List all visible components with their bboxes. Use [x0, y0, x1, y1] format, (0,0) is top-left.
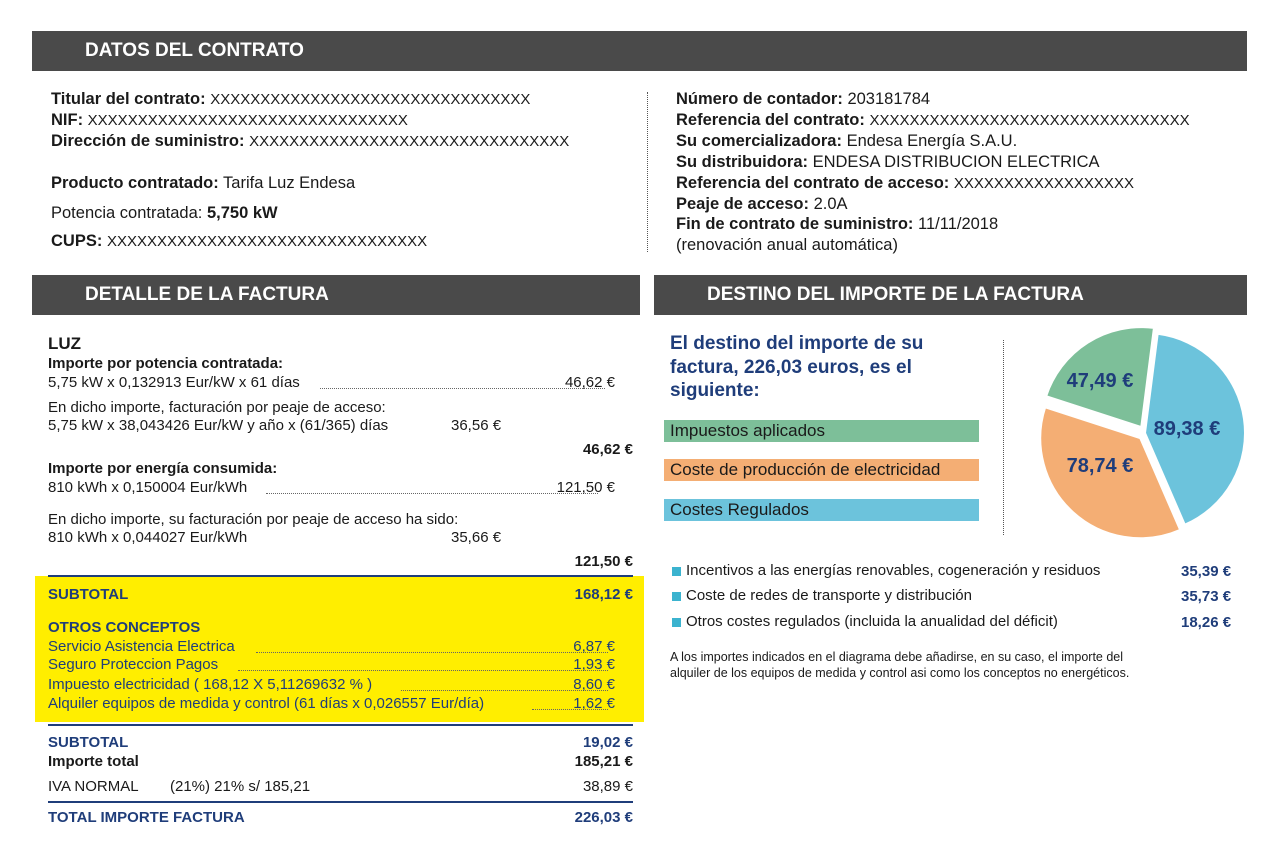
- total-rule: [48, 801, 633, 803]
- regulated-item-label: Otros costes regulados (incluida la anualidad del déficit): [686, 613, 1058, 630]
- contract-ref-row: Referencia del contrato: XXXXXXXXXXXXXXXXXXXXXXXXXXXXXXXX: [676, 111, 1190, 129]
- regulated-item-amount: 35,39 €: [1181, 563, 1232, 580]
- distributor-row: Su distribuidora: ENDESA DISTRIBUCION ELECTRICA: [676, 153, 1100, 171]
- power-line: 5,75 kW x 0,132913 Eur/kW x 61 días 46,62 €: [48, 374, 615, 391]
- energy-title: Importe por energía consumida:: [48, 460, 278, 477]
- power-toll-title: En dicho importe, facturación por peaje de acceso:: [48, 399, 386, 416]
- power-toll-line: 5,75 kW x 38,043426 Eur/kW y año x (61/365) días 36,56 €: [48, 417, 502, 434]
- destination-pie-chart: [1032, 327, 1252, 542]
- holder-row: Titular del contrato: XXXXXXXXXXXXXXXXXXXXXXXXXXXXXXXX: [51, 90, 531, 108]
- energy-total: 121,50 €: [574, 553, 633, 570]
- legend-taxes: Impuestos aplicados: [664, 420, 979, 442]
- power-row: Potencia contratada: 5,750 kW: [51, 204, 278, 222]
- access-ref-row: Referencia del contrato de acceso: XXXXXXXXXXXXXXXXXX: [676, 174, 1134, 192]
- luz-title: LUZ: [48, 334, 82, 353]
- other-item: Impuesto electricidad ( 168,12 X 5,11269632 % ) 8,60 €: [48, 676, 615, 693]
- contract-end-row: Fin de contrato de suministro: 11/11/2018: [676, 215, 999, 233]
- destination-header: DESTINO DEL IMPORTE DE LA FACTURA: [654, 275, 1247, 315]
- energy-toll-title: En dicho importe, su facturación por peaje de acceso ha sido:: [48, 511, 459, 528]
- detail-header: DETALLE DE LA FACTURA: [32, 275, 640, 315]
- renewal-note: (renovación anual automática): [676, 236, 898, 254]
- toll-row: Peaje de acceso: 2.0A: [676, 195, 848, 213]
- regulated-item-label: Coste de redes de transporte y distribución: [686, 587, 972, 604]
- legend-production: Coste de producción de electricidad: [664, 459, 979, 481]
- regulated-item-amount: 18,26 €: [1181, 614, 1232, 631]
- pie-label: 47,49 €: [1066, 370, 1134, 392]
- regulated-item-amount: 35,73 €: [1181, 588, 1232, 605]
- pie-label: 89,38 €: [1153, 418, 1221, 440]
- subtotal-rule-2: [48, 724, 633, 726]
- nif-row: NIF: XXXXXXXXXXXXXXXXXXXXXXXXXXXXXXXX: [51, 111, 408, 129]
- other-item: Seguro Proteccion Pagos 1,93 €: [48, 656, 615, 673]
- legend-regulated: Costes Regulados: [664, 499, 979, 521]
- product-row: Producto contratado: Tarifa Luz Endesa: [51, 174, 356, 192]
- chart-separator: [1003, 340, 1004, 535]
- footnote: A los importes indicados en el diagrama debe añadirse, en su caso, el importe del alquiler de los equipos de medida y control asi como los conceptos no energéticos.: [670, 650, 1130, 680]
- bullet-icon: [672, 567, 681, 576]
- destination-intro: El destino del importe de su factura, 226,03 euros, es el siguiente:: [670, 333, 924, 401]
- contract-header: DATOS DEL CONTRATO: [32, 31, 1247, 71]
- power-total: 46,62 €: [582, 441, 633, 458]
- contract-separator: [647, 92, 648, 252]
- importe-total: Importe total 185,21 €: [48, 753, 633, 770]
- address-row: Dirección de suministro: XXXXXXXXXXXXXXXXXXXXXXXXXXXXXXXX: [51, 132, 570, 150]
- pie-label: 78,74 €: [1066, 455, 1134, 477]
- grand-total: TOTAL IMPORTE FACTURA 226,03 €: [48, 809, 633, 826]
- energy-toll-line: 810 kWh x 0,044027 Eur/kWh 35,66 €: [48, 529, 502, 546]
- other-concepts-title: OTROS CONCEPTOS: [48, 619, 201, 636]
- energy-line: 810 kWh x 0,150004 Eur/kWh 121,50 €: [48, 479, 615, 496]
- regulated-item-label: Incentivos a las energías renovables, cogeneración y residuos: [686, 562, 1101, 579]
- retailer-row: Su comercializadora: Endesa Energía S.A.U.: [676, 132, 1018, 150]
- meter-row: Número de contador: 203181784: [676, 90, 931, 108]
- subtotal-2: SUBTOTAL 19,02 €: [48, 734, 633, 751]
- other-item: Alquiler equipos de medida y control (61 días x 0,026557 Eur/día) 1,62 €: [48, 695, 615, 712]
- bullet-icon: [672, 618, 681, 627]
- subtotal-rule-1: [48, 575, 633, 577]
- subtotal-1: SUBTOTAL 168,12 €: [48, 586, 633, 603]
- power-title: Importe por potencia contratada:: [48, 355, 284, 372]
- iva-row: IVA NORMAL (21%) 21% s/ 185,21 38,89 €: [48, 778, 633, 795]
- bullet-icon: [672, 592, 681, 601]
- cups-row: CUPS: XXXXXXXXXXXXXXXXXXXXXXXXXXXXXXXX: [51, 232, 428, 250]
- other-item: Servicio Asistencia Electrica 6,87 €: [48, 638, 615, 655]
